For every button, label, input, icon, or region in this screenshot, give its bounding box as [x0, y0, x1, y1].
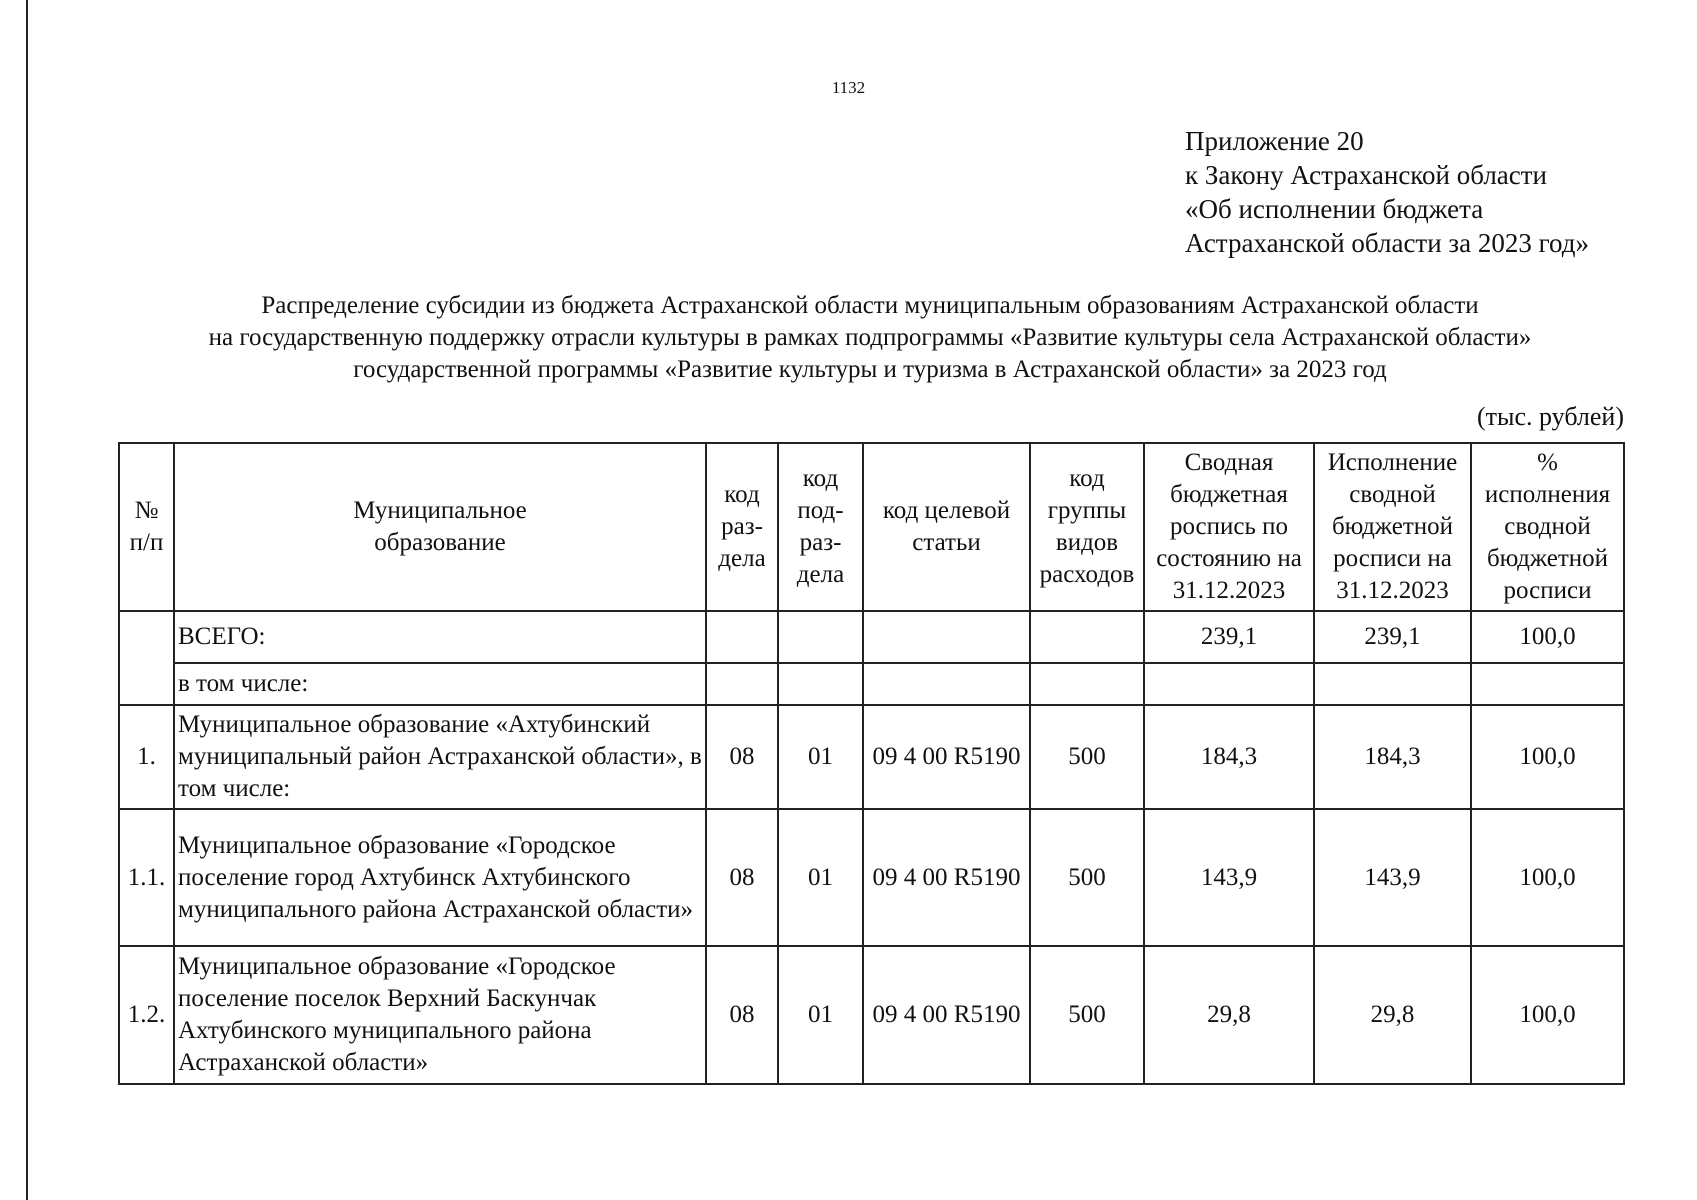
header-percent: % исполнения сводной бюджетной росписи: [1471, 443, 1624, 611]
row-expense-group: 500: [1030, 705, 1144, 809]
row-section: 08: [706, 946, 778, 1084]
row-execution: 29,8: [1314, 946, 1471, 1084]
title-line-1: Распределение субсидии из бюджета Астраханской области муниципальным образованиям Астраханской области: [261, 292, 1479, 319]
header-num: № п/п: [119, 443, 174, 611]
including-label: в том числе:: [174, 663, 706, 705]
row-execution: 143,9: [1314, 809, 1471, 946]
header-target: код целевой статьи: [863, 443, 1030, 611]
row-num: 1.: [119, 705, 174, 809]
table-row: [119, 946, 1624, 1084]
row-section: 08: [706, 705, 778, 809]
appendix-line-2: к Закону Астраханской области: [1185, 160, 1548, 190]
document-title: [110, 290, 1630, 386]
row-percent: 100,0: [1471, 705, 1624, 809]
row-subsection: 01: [778, 946, 863, 1084]
units-label: (тыс. рублей): [1476, 402, 1624, 431]
row-percent: 100,0: [1471, 809, 1624, 946]
row-plan: 143,9: [1144, 809, 1314, 946]
row-target: 09 4 00 R5190: [863, 705, 1030, 809]
row-target: 09 4 00 R5190: [863, 946, 1030, 1084]
table-row-total: [119, 611, 1624, 663]
appendix-line-3: «Об исполнении бюджета: [1185, 194, 1484, 224]
row-municipality: Муниципальное образование «Городское поселение город Ахтубинск Ахтубинского муниципального района Астраханской области»: [174, 809, 706, 946]
row-section: 08: [706, 809, 778, 946]
page-number: 1132: [831, 78, 866, 97]
header-expense-group: код группы видов расходов: [1030, 443, 1144, 611]
row-percent: 100,0: [1471, 946, 1624, 1084]
row-num: 1.1.: [119, 809, 174, 946]
row-plan: 29,8: [1144, 946, 1314, 1084]
total-execution: 239,1: [1314, 611, 1471, 663]
table-row: [119, 705, 1624, 809]
row-expense-group: 500: [1030, 946, 1144, 1084]
table-row-including: [119, 663, 1624, 705]
table-header-row: [119, 443, 1624, 611]
header-subsection: код под-раз-дела: [778, 443, 863, 611]
title-line-3: государственной программы «Развитие культуры и туризма в Астраханской области» за 2023 год: [353, 356, 1387, 383]
row-subsection: 01: [778, 705, 863, 809]
header-plan: Сводная бюджетная роспись по состоянию на 31.12.2023: [1144, 443, 1314, 611]
header-execution: Исполнение сводной бюджетной росписи на 31.12.2023: [1314, 443, 1471, 611]
appendix-line-4: Астраханской области за 2023 год»: [1185, 228, 1589, 258]
appendix-line-1: Приложение 20: [1185, 126, 1364, 156]
header-municipality: Муниципальное образование: [174, 443, 706, 611]
total-label: ВСЕГО:: [174, 611, 706, 663]
title-line-2: на государственную поддержку отрасли культуры в рамках подпрограммы «Развитие культуры села Астраханской области»: [208, 324, 1532, 351]
row-expense-group: 500: [1030, 809, 1144, 946]
row-num: 1.2.: [119, 946, 174, 1084]
row-subsection: 01: [778, 809, 863, 946]
row-plan: 184,3: [1144, 705, 1314, 809]
table-row: [119, 809, 1624, 946]
subsidy-table: [118, 442, 1625, 1085]
appendix-block: [1185, 124, 1589, 260]
row-execution: 184,3: [1314, 705, 1471, 809]
row-target: 09 4 00 R5190: [863, 809, 1030, 946]
row-municipality: Муниципальное образование «Ахтубинский муниципальный район Астраханской области», в том числе:: [174, 705, 706, 809]
total-percent: 100,0: [1471, 611, 1624, 663]
header-section: код раз-дела: [706, 443, 778, 611]
left-margin-line: [26, 0, 28, 1200]
row-municipality: Муниципальное образование «Городское поселение поселок Верхний Баскунчак Ахтубинского муниципального района Астраханской области»: [174, 946, 706, 1084]
total-plan: 239,1: [1144, 611, 1314, 663]
